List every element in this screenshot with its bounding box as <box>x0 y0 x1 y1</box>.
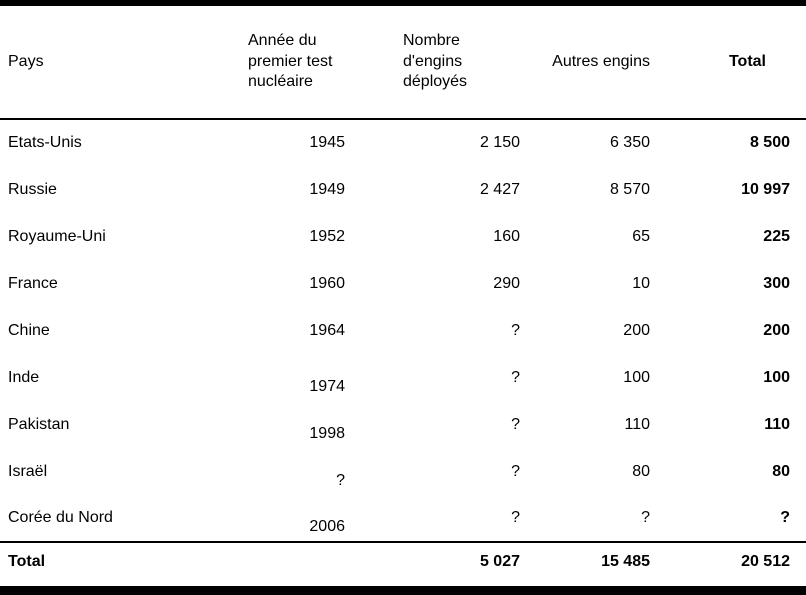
cell-nombre: ? <box>511 368 520 386</box>
cell-pays: Chine <box>8 321 50 339</box>
cell-pays: Russie <box>8 180 57 198</box>
cell-annee <box>240 213 350 260</box>
cell-nombre: ? <box>511 415 520 433</box>
cell-autres: 80 <box>632 462 650 480</box>
cell-annee-value: 1998 <box>309 424 345 442</box>
cell-autres: 100 <box>623 368 650 386</box>
cell-annee <box>240 354 350 401</box>
column-header-total-label: Total <box>728 53 766 70</box>
table-row <box>0 401 806 448</box>
column-header-pays-label: Pays <box>8 53 44 70</box>
cell-total: 100 <box>763 368 790 386</box>
cell-nombre: 2 150 <box>479 134 520 151</box>
total-autres-value: 15 485 <box>522 542 655 580</box>
cell-nombre: ? <box>511 462 520 480</box>
cell-total: 200 <box>763 321 790 339</box>
nuclear-arsenal-table <box>0 6 806 580</box>
cell-total: ? <box>780 509 790 526</box>
cell-annee-value: 1945 <box>309 134 345 151</box>
cell-pays: Israël <box>8 462 48 480</box>
cell-total: 300 <box>763 274 790 292</box>
cell-pays: France <box>8 274 58 292</box>
cell-total: 10 997 <box>741 180 790 198</box>
cell-annee <box>240 495 350 542</box>
cell-annee <box>240 307 350 354</box>
grand-total-value: 20 512 <box>655 542 806 580</box>
total-deployed-value: 5 027 <box>350 542 522 580</box>
cell-nombre: ? <box>511 321 520 339</box>
cell-total: 8 500 <box>749 134 790 151</box>
cell-annee-value: 1952 <box>309 227 345 245</box>
cell-autres: ? <box>641 509 650 526</box>
column-header-nombre-label: Nombre d'engins déployés <box>403 31 468 91</box>
column-header-nombre <box>350 6 522 119</box>
table-row <box>0 448 806 495</box>
header-row <box>0 6 806 119</box>
column-header-annee-label: Année du premier test nucléaire <box>248 31 333 91</box>
table-row <box>0 213 806 260</box>
total-row-annee-cell <box>240 542 350 580</box>
cell-annee-value: 2006 <box>309 518 345 535</box>
cell-pays: Pakistan <box>8 415 70 433</box>
cell-autres: 8 570 <box>609 180 650 198</box>
cell-autres: 65 <box>632 227 650 245</box>
cell-annee-value: 1964 <box>309 321 345 339</box>
cell-annee <box>240 401 350 448</box>
cell-total: 225 <box>763 227 790 245</box>
cell-total: 110 <box>764 415 790 433</box>
cell-nombre: 160 <box>493 227 520 245</box>
cell-nombre: 290 <box>493 274 520 292</box>
table-row <box>0 260 806 307</box>
total-row <box>0 542 806 580</box>
cell-annee-value: 1949 <box>309 180 345 198</box>
cell-pays: Inde <box>8 368 40 386</box>
table-row <box>0 119 806 166</box>
cell-annee <box>240 260 350 307</box>
cell-annee <box>240 448 350 495</box>
total-row-label: Total <box>0 542 240 580</box>
table-body <box>0 119 806 542</box>
cell-annee <box>240 119 350 166</box>
column-header-autres <box>522 6 655 119</box>
column-header-total <box>655 6 806 119</box>
cell-annee <box>240 166 350 213</box>
cell-nombre: 2 427 <box>479 180 520 198</box>
cell-annee-value: 1960 <box>309 274 345 292</box>
cell-autres: 110 <box>624 415 650 433</box>
table-header <box>0 6 806 119</box>
cell-annee-value: 1974 <box>309 377 345 395</box>
table-row <box>0 354 806 401</box>
column-header-autres-label: Autres engins <box>552 53 650 70</box>
table-row <box>0 166 806 213</box>
cell-annee-value: ? <box>336 471 345 489</box>
cell-autres: 10 <box>632 274 650 292</box>
table-footer <box>0 542 806 580</box>
cell-autres: 200 <box>623 321 650 339</box>
cell-pays: Corée du Nord <box>8 509 113 526</box>
cell-autres: 6 350 <box>609 134 650 151</box>
table-row <box>0 495 806 542</box>
cell-pays: Etats-Unis <box>8 134 82 151</box>
table-row <box>0 307 806 354</box>
cell-pays: Royaume-Uni <box>8 227 106 245</box>
column-header-annee <box>240 6 350 119</box>
cell-nombre: ? <box>511 509 520 526</box>
column-header-pays <box>0 6 240 119</box>
cell-total: 80 <box>772 462 790 480</box>
